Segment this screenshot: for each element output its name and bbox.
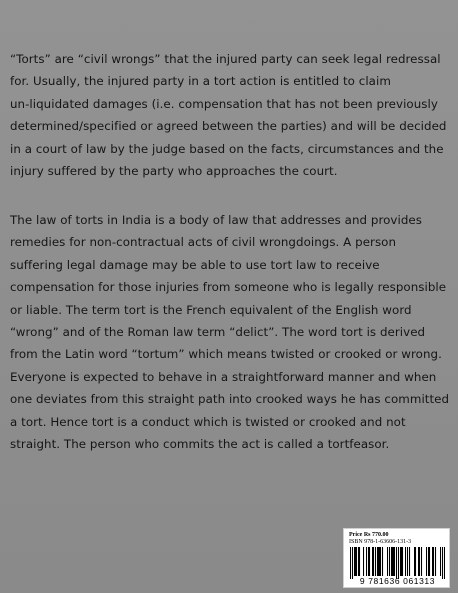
blurb-line: “wrong” and of the Roman law term “delict”. The word tort is derived	[10, 325, 426, 340]
barcode-bar	[392, 547, 393, 576]
blurb-paragraph-2	[10, 209, 450, 455]
barcode-bar	[440, 547, 441, 576]
barcode-bar	[369, 547, 370, 576]
blurb-line: The law of torts in India is a body of law that addresses and provides	[10, 213, 422, 227]
barcode-bar	[363, 547, 364, 576]
barcode-bar	[442, 547, 443, 579]
blurb-line: suffering legal damage may be able to use tort law to receive	[10, 257, 380, 272]
blurb-line: or liable. The term tort is the French equivalent of the English word	[10, 302, 412, 317]
barcode-bar	[366, 547, 367, 576]
blurb-line: compensation for those injuries from someone who is legally responsible	[10, 280, 447, 295]
barcode-bar	[429, 547, 430, 576]
barcode-bar	[355, 547, 356, 576]
blurb-line: a tort. Hence tort is a conduct which is twisted or crooked and not	[10, 414, 406, 429]
barcode-bar	[372, 547, 373, 576]
barcode-bar	[433, 547, 434, 576]
blurb-line: for. Usually, the injured party in a tort action is entitled to claim	[10, 74, 391, 89]
barcode-digits: 9 781636 061313	[359, 576, 436, 586]
barcode-bar	[375, 547, 376, 576]
barcode-bar	[402, 547, 403, 576]
barcode-bar	[414, 547, 415, 576]
barcode-bars	[350, 547, 445, 579]
barcode-bar	[389, 547, 390, 576]
blurb-line: injury suffered by the party who approaches the court.	[10, 164, 338, 179]
barcode-bar	[432, 547, 433, 576]
blurb-line: remedies for non-contractual acts of civil wrongdoings. A person	[10, 235, 397, 250]
barcode-bar	[379, 547, 380, 576]
barcode-bar	[378, 547, 379, 576]
blurb-line: determined/specified or agreed between the parties) and will be decided	[10, 119, 447, 134]
barcode-bar	[405, 547, 406, 576]
barcode-bar	[350, 547, 351, 579]
barcode-bar	[435, 547, 436, 576]
barcode-bar	[444, 547, 445, 579]
barcode-bar	[398, 547, 399, 579]
barcode-bar	[401, 547, 402, 576]
barcode-bar	[396, 547, 397, 579]
blurb-line: straight. The person who commits the act is called a tortfeasor.	[10, 437, 390, 452]
barcode-bar	[407, 547, 408, 576]
isbn-barcode-block	[343, 528, 450, 588]
barcode-bar	[426, 547, 427, 576]
barcode-bar	[391, 547, 392, 576]
barcode-bar	[415, 547, 416, 576]
barcode-bar	[358, 547, 359, 576]
barcode-bar	[373, 547, 374, 576]
barcode-bar	[359, 547, 360, 576]
barcode-bar	[368, 547, 369, 576]
isbn-label: ISBN 978-1-63606-131-3	[349, 539, 412, 545]
barcode-bar	[400, 547, 401, 576]
barcode-bar	[352, 547, 353, 579]
barcode-bar	[393, 547, 394, 576]
barcode-bar	[377, 547, 378, 576]
barcode-bar	[419, 547, 420, 576]
blurb-line: un-liquidated damages (i.e. compensation that has not been previously	[10, 96, 438, 111]
blurb-line: in a court of law by the judge based on the facts, circumstances and the	[10, 141, 444, 156]
blurb-line: one deviates from this straight path into crooked ways he has committed	[10, 392, 450, 407]
barcode-bar	[354, 547, 355, 576]
barcode-bar	[387, 547, 388, 576]
barcode-bar	[382, 547, 383, 576]
blurb-line: “Torts” are “civil wrongs” that the injured party can seek legal redressal	[10, 52, 441, 66]
barcode-bar	[428, 547, 429, 576]
price-label: Price Rs 770.00	[349, 532, 389, 538]
barcode-bar	[421, 547, 422, 576]
barcode-bar	[418, 547, 419, 576]
barcode-bar	[394, 547, 395, 576]
blurb-line: from the Latin word “tortum” which means twisted or crooked or wrong.	[10, 347, 442, 362]
blurb-paragraph-1	[10, 48, 450, 182]
barcode-bar	[356, 547, 357, 576]
blurb-line: Everyone is expected to behave in a straightforward manner and when	[10, 369, 437, 384]
barcode-bar	[380, 547, 381, 576]
barcode-bar	[409, 547, 410, 576]
